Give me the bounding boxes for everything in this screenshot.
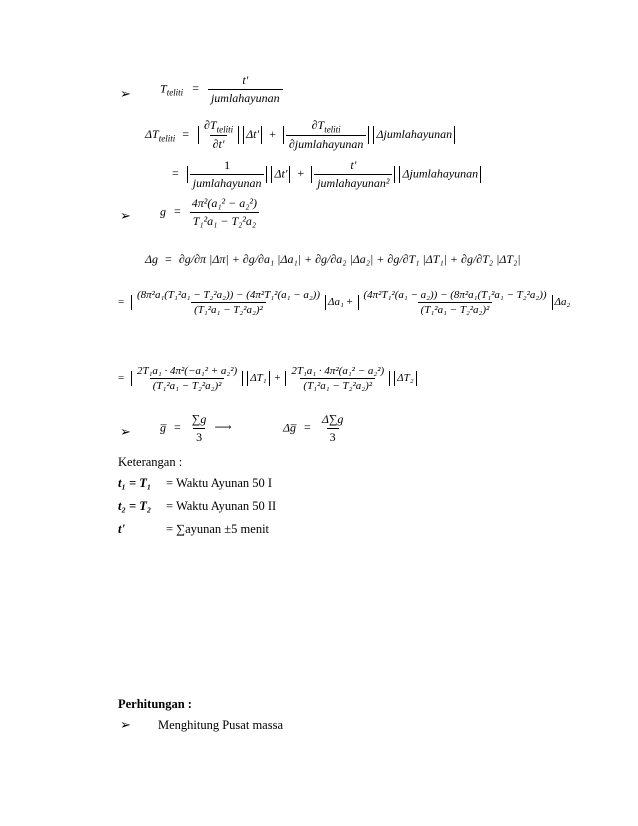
perhitungan-title: Perhitungan : bbox=[118, 697, 192, 711]
equation-delta-g-mean: Δg̅ = $\frac{\Delta\sum g}{3}$ bbox=[283, 412, 344, 444]
keterangan-row: t' = ∑ayunan ±5 menit bbox=[118, 522, 270, 536]
equation-delta-t-teliti: $\Delta T_{teliti}$ = $\frac{\partial T_{teliti}}{\partial t'}$ Δt' + $\frac{\partial T_{teliti}}{\text{∂jumlahayunan}}$ Δjumlahayunan bbox=[145, 118, 457, 152]
equation-delta-t-teliti-expanded: = $\frac{1}{\text{jumlahayunan}}$ Δt' + $\frac{t'}{\text{jumlahayunan²}}$ Δjumlahayunan bbox=[172, 158, 483, 191]
equation-delta-g: Δg = ∂g/∂π |Δπ| + ∂g/∂a₁ |Δa₁| + ∂g/∂a₂ |Δa₂| + ∂g/∂T₁ |ΔT₁| + ∂g/∂T₂ |ΔT₂| bbox=[145, 252, 521, 266]
keterangan-row: t₁ = T₁ = Waktu Ayunan 50 I bbox=[118, 476, 273, 490]
equation-g-mean: g̅ = $\frac{\sum g}{3}$ ⟶ bbox=[160, 412, 232, 444]
bullet-icon: ➢ bbox=[120, 424, 131, 439]
bullet-icon: ➢ bbox=[120, 86, 131, 101]
keterangan-row: t₂ = T₂ = Waktu Ayunan 50 II bbox=[118, 499, 277, 513]
equation-g: g = $\frac{\text{4π²(a₁² − a₂²)}}{\text{T₁²a₁ − T₂²a₂}}$ bbox=[160, 196, 260, 229]
equation-t-teliti: $T_{teliti}$ = $\frac{t'}{\text{jumlahayunan}}$ bbox=[160, 73, 283, 106]
equation-delta-g-t-terms: = $\frac{\text{2T₁a₁ · 4π²(−a₁² + a₂²)}}{\text{(T₁²a₁ − T₂²a₂)²}}$ ΔT₁ + $\frac{\text{2T₁a₁ · 4π²(a₁² − a₂²)}}{\text{(T₁²a₁ − T₂²a₂)²}}$ ΔT₂ bbox=[118, 365, 419, 392]
bullet-icon: ➢ bbox=[120, 717, 131, 732]
keterangan-title: Keterangan : bbox=[118, 455, 183, 469]
bullet-icon: ➢ bbox=[120, 208, 131, 223]
perhitungan-item: Menghitung Pusat massa bbox=[158, 718, 283, 732]
equation-delta-g-a-terms: = $\frac{\text{(8π²a₁(T₁²a₁ − T₂²a₂)) − (4π²T₁²(a₁ − a₂))}}{\text{(T₁²a₁ − T₂²a₂)²}}$ Δa₁ + $\frac{\text{(4π²T₁²(a₁ − a₂)) − (8π²a₁(T₁²a₁ − T₂²a₂))}}{\text{(T₁²a₁ − T₂²a₂)²}}$ Δa₂ bbox=[118, 289, 571, 316]
